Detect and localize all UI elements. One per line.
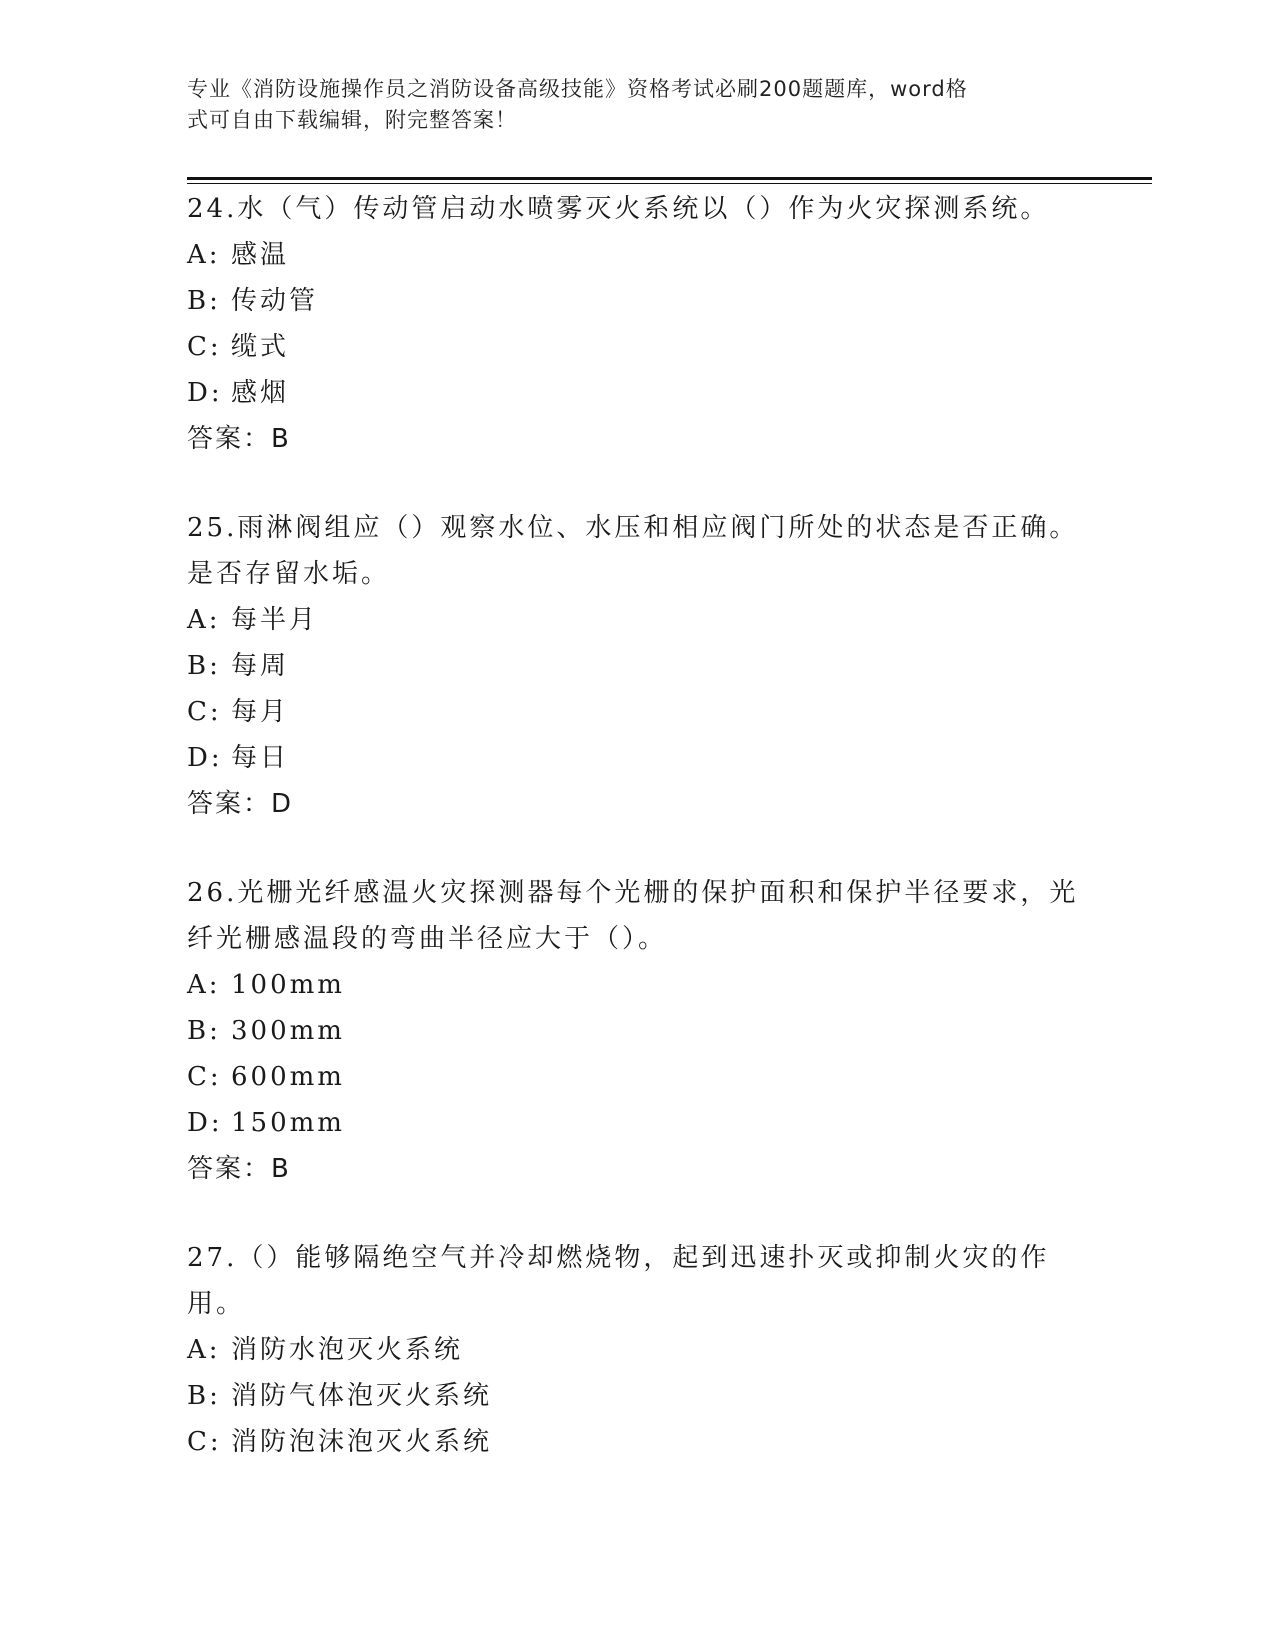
option-letter: A: [187,970,221,1000]
option-letter: B: [187,286,221,316]
option-text: 每日 [231,743,290,773]
option-letter: D: [187,743,223,773]
option-text: 感温 [231,240,290,270]
option-b [187,1373,1087,1419]
option-c [187,1054,1087,1100]
document-header [187,74,1067,136]
question-24 [187,186,1087,462]
option-text: 每周 [231,651,290,681]
option-c [187,1419,1087,1465]
option-b [187,643,1087,689]
question-26 [187,870,1087,1192]
header-divider-thin [187,183,1152,184]
option-c [187,324,1087,370]
option-text: 缆式 [231,332,290,362]
option-c [187,689,1087,735]
option-text: 每半月 [231,605,319,635]
option-letter: C: [187,332,222,362]
option-b [187,1008,1087,1054]
option-letter: B: [187,1381,221,1411]
option-letter: B: [187,651,221,681]
option-text: 300mm [231,1016,345,1046]
option-letter: D: [187,1108,223,1138]
option-a [187,1327,1087,1373]
option-letter: C: [187,1062,222,1092]
header-line-1: 专业《消防设施操作员之消防设备高级技能》资格考试必刷200题题库，word格 [187,77,968,101]
question-25 [187,505,1087,827]
option-text: 感烟 [231,378,290,408]
option-a [187,962,1087,1008]
question-spacer [187,1192,1087,1235]
question-text: 24.水（气）传动管启动水喷雾灭火系统以（）作为火灾探测系统。 [187,194,1050,224]
option-text: 传动管 [231,286,319,316]
option-text: 600mm [231,1062,345,1092]
question-spacer [187,827,1087,870]
answer: 答案：D [187,789,294,819]
option-b [187,278,1087,324]
question-text: 25.雨淋阀组应（）观察水位、水压和相应阀门所处的状态是否正确。是否存留水垢。 [187,513,1079,589]
question-text: 26.光栅光纤感温火灾探测器每个光栅的保护面积和保护半径要求，光纤光栅感温段的弯曲半径应大于（）。 [187,878,1079,954]
option-letter: B: [187,1016,221,1046]
question-text: 27.（）能够隔绝空气并冷却燃烧物，起到迅速扑灭或抑制火灾的作用。 [187,1243,1050,1319]
option-d [187,370,1087,416]
answer: 答案：B [187,424,291,454]
header-divider-thick [187,177,1152,180]
question-spacer [187,462,1087,505]
option-letter: A: [187,240,221,270]
option-text: 消防气体泡灭火系统 [231,1381,493,1411]
option-d [187,735,1087,781]
option-letter: A: [187,1335,221,1365]
option-a [187,232,1087,278]
option-a [187,597,1087,643]
option-letter: C: [187,697,222,727]
option-text: 100mm [231,970,345,1000]
option-letter: D: [187,378,223,408]
option-text: 消防水泡灭火系统 [231,1335,464,1365]
option-text: 消防泡沫泡灭火系统 [231,1427,493,1457]
option-d [187,1100,1087,1146]
question-27 [187,1235,1087,1465]
header-line-2: 式可自由下载编辑，附完整答案！ [187,108,517,132]
option-letter: A: [187,605,221,635]
answer: 答案：B [187,1154,291,1184]
option-text: 每月 [231,697,290,727]
option-letter: C: [187,1427,222,1457]
option-text: 150mm [231,1108,345,1138]
question-list [187,186,1087,1465]
